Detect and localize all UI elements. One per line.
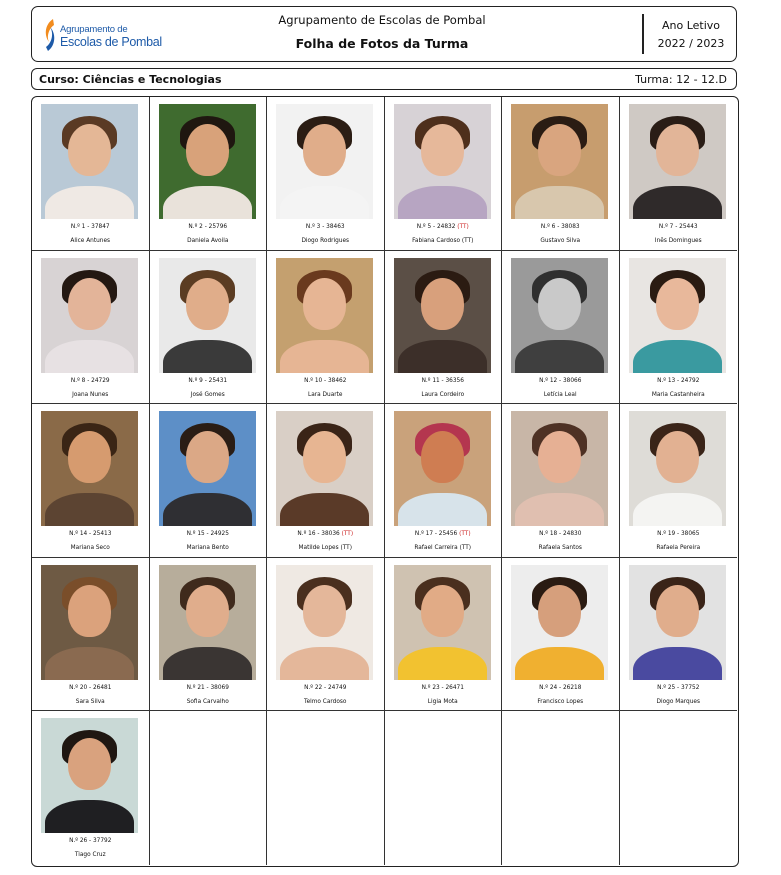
photo-face bbox=[68, 585, 111, 637]
photo-face bbox=[421, 431, 464, 483]
empty-cell bbox=[502, 711, 620, 865]
photo-shoulders bbox=[280, 493, 369, 526]
student-photo bbox=[41, 565, 138, 680]
student-name: Matilde Lopes (TT) bbox=[298, 545, 352, 552]
student-number-text: N.º 6 - 38083 bbox=[540, 224, 580, 230]
photo-face bbox=[656, 585, 699, 637]
student-number-text: N.º 20 - 26481 bbox=[69, 684, 112, 691]
photo-face bbox=[68, 738, 111, 790]
student-photo bbox=[276, 565, 373, 680]
student-photo bbox=[394, 258, 491, 373]
photo-shoulders bbox=[515, 340, 604, 373]
photo-face bbox=[656, 278, 699, 330]
student-photo bbox=[159, 104, 256, 219]
student-card bbox=[267, 97, 385, 251]
logo-line-1: Agrupamento de bbox=[60, 24, 128, 35]
student-number bbox=[32, 685, 149, 692]
student-number-text: N.º 5 - 24832 bbox=[416, 224, 456, 230]
tt-marker: (TT) bbox=[459, 531, 471, 538]
student-name: Rafael Carreira (TT) bbox=[414, 545, 472, 552]
student-name: Telmo Cardoso bbox=[304, 698, 347, 705]
student-card bbox=[385, 558, 503, 712]
class-label: Turma: 12 - 12.D bbox=[635, 73, 727, 86]
student-number-text: N.º 16 - 38036 bbox=[297, 531, 340, 538]
header-divider bbox=[642, 14, 644, 54]
header bbox=[31, 6, 737, 62]
photo-face bbox=[421, 278, 464, 330]
student-number-text: N.º 21 - 38069 bbox=[186, 684, 229, 691]
student-photo bbox=[41, 258, 138, 373]
photo-shoulders bbox=[633, 340, 722, 373]
student-number bbox=[385, 685, 502, 692]
photo-shoulders bbox=[515, 186, 604, 219]
student-name: Tiago Cruz bbox=[74, 852, 106, 859]
student-number-text: N.º 24 - 26218 bbox=[539, 684, 582, 691]
student-card bbox=[620, 97, 738, 251]
student-number-text: N.º 14 - 25413 bbox=[69, 531, 112, 538]
student-photo bbox=[394, 411, 491, 526]
photo-face bbox=[68, 278, 111, 330]
school-year-label: Ano Letivo bbox=[661, 19, 721, 32]
school-logo bbox=[42, 15, 162, 55]
student-number-text: N.º 2 - 25796 bbox=[188, 224, 228, 230]
student-number-text: N.º 9 - 25431 bbox=[188, 377, 228, 384]
student-number bbox=[32, 224, 149, 231]
student-number bbox=[620, 224, 738, 231]
photo-shoulders bbox=[163, 647, 252, 680]
photo-face bbox=[303, 124, 346, 176]
student-photo bbox=[159, 565, 256, 680]
student-name: Gustavo Silva bbox=[540, 238, 581, 244]
student-number-text: N.º 3 - 38463 bbox=[305, 224, 345, 230]
photo-shoulders bbox=[398, 340, 487, 373]
student-number bbox=[267, 224, 384, 231]
student-card bbox=[32, 558, 150, 712]
photo-shoulders bbox=[280, 186, 369, 219]
student-card bbox=[502, 558, 620, 712]
empty-cell bbox=[385, 711, 503, 865]
student-card bbox=[620, 251, 738, 405]
photo-face bbox=[421, 124, 464, 176]
student-name: Fabiana Cardoso (TT) bbox=[412, 238, 474, 244]
student-name: Sofia Carvalho bbox=[186, 698, 229, 705]
student-card bbox=[502, 97, 620, 251]
student-number-text: N.º 19 - 38065 bbox=[657, 531, 700, 538]
student-photo bbox=[41, 104, 138, 219]
student-photo bbox=[629, 565, 726, 680]
student-number-text: N.º 26 - 37792 bbox=[69, 838, 112, 845]
photo-shoulders bbox=[633, 647, 722, 680]
student-number bbox=[267, 685, 384, 692]
photo-face bbox=[303, 278, 346, 330]
student-number-text: N.º 11 - 36356 bbox=[421, 377, 464, 384]
student-name: Sara Silva bbox=[75, 698, 105, 705]
student-card bbox=[267, 558, 385, 712]
student-card bbox=[385, 404, 503, 558]
photo-face bbox=[186, 585, 229, 637]
student-name: Diogo Rodrigues bbox=[301, 238, 350, 244]
photo-shoulders bbox=[280, 647, 369, 680]
student-card bbox=[267, 404, 385, 558]
student-number bbox=[502, 378, 619, 385]
student-number bbox=[385, 224, 502, 231]
student-number bbox=[502, 224, 619, 231]
photo-face bbox=[303, 431, 346, 483]
photo-face bbox=[186, 431, 229, 483]
empty-cell bbox=[620, 711, 738, 865]
student-card bbox=[385, 97, 503, 251]
student-card bbox=[385, 251, 503, 405]
student-number bbox=[267, 531, 384, 538]
student-name: Alice Antunes bbox=[70, 238, 111, 244]
photo-shoulders bbox=[163, 186, 252, 219]
tt-marker: (TT) bbox=[341, 531, 354, 538]
school-year-value: 2022 / 2023 bbox=[657, 37, 725, 50]
photo-shoulders bbox=[398, 647, 487, 680]
student-number bbox=[620, 378, 738, 385]
course-label: Curso: Ciências e Tecnologias bbox=[39, 73, 222, 86]
student-photo bbox=[41, 411, 138, 526]
photo-shoulders bbox=[515, 493, 604, 526]
student-number bbox=[32, 838, 149, 845]
photo-grid-frame bbox=[31, 96, 739, 867]
student-name: Rafaela Santos bbox=[538, 545, 582, 552]
photo-face bbox=[538, 278, 581, 330]
empty-cell bbox=[150, 711, 268, 865]
student-number bbox=[150, 378, 267, 385]
student-number-text: N.º 13 - 24792 bbox=[657, 377, 700, 384]
photo-face bbox=[538, 124, 581, 176]
student-card bbox=[150, 97, 268, 251]
student-name: Laura Cordeiro bbox=[421, 391, 465, 398]
student-name: Ligia Mota bbox=[427, 698, 458, 705]
student-photo bbox=[276, 411, 373, 526]
student-photo bbox=[394, 104, 491, 219]
student-card bbox=[32, 404, 150, 558]
student-number bbox=[150, 685, 267, 692]
photo-shoulders bbox=[163, 493, 252, 526]
student-number bbox=[385, 531, 502, 538]
photo-shoulders bbox=[633, 493, 722, 526]
photo-shoulders bbox=[398, 186, 487, 219]
student-photo bbox=[511, 258, 608, 373]
student-number bbox=[32, 378, 149, 385]
student-number-text: N.º 7 - 25443 bbox=[658, 224, 698, 230]
student-number bbox=[620, 531, 738, 538]
student-card bbox=[32, 97, 150, 251]
empty-cell bbox=[267, 711, 385, 865]
photo-shoulders bbox=[45, 493, 134, 526]
student-photo bbox=[629, 411, 726, 526]
photo-shoulders bbox=[45, 800, 134, 833]
student-number-text: N.º 25 - 37752 bbox=[657, 684, 700, 691]
student-number bbox=[502, 685, 619, 692]
student-photo bbox=[41, 718, 138, 833]
photo-face bbox=[538, 585, 581, 637]
student-number bbox=[620, 685, 738, 692]
student-number-text: N.º 8 - 24729 bbox=[70, 377, 110, 384]
student-photo bbox=[159, 258, 256, 373]
photo-face bbox=[303, 585, 346, 637]
student-card bbox=[502, 404, 620, 558]
photo-grid bbox=[32, 97, 737, 865]
student-name: Mariana Seco bbox=[70, 545, 110, 552]
student-photo bbox=[511, 411, 608, 526]
photo-face bbox=[186, 278, 229, 330]
student-photo bbox=[276, 258, 373, 373]
photo-shoulders bbox=[515, 647, 604, 680]
student-number bbox=[502, 531, 619, 538]
photo-face bbox=[186, 124, 229, 176]
photo-shoulders bbox=[45, 647, 134, 680]
course-bar bbox=[31, 68, 737, 90]
student-photo bbox=[159, 411, 256, 526]
student-card bbox=[620, 404, 738, 558]
student-photo bbox=[629, 104, 726, 219]
student-name: Francisco Lopes bbox=[537, 698, 584, 705]
student-name: Rafaela Pereira bbox=[656, 545, 701, 552]
student-card bbox=[502, 251, 620, 405]
student-name: Daniela Avoila bbox=[187, 238, 229, 244]
student-photo bbox=[511, 565, 608, 680]
logo-line-2: Escolas de Pombal bbox=[60, 35, 162, 49]
student-number-text: N.º 22 - 24749 bbox=[304, 684, 347, 691]
student-photo bbox=[394, 565, 491, 680]
student-name: Maria Castanheira bbox=[651, 391, 705, 398]
student-card bbox=[150, 404, 268, 558]
student-name: José Gomes bbox=[190, 391, 225, 398]
student-number-text: N.º 12 - 38066 bbox=[539, 377, 582, 384]
tt-marker: (TT) bbox=[457, 224, 469, 230]
student-card bbox=[267, 251, 385, 405]
student-name: Diogo Marques bbox=[656, 698, 700, 705]
school-name: Agrupamento de Escolas de Pombal bbox=[278, 13, 486, 27]
student-name: Inês Domingues bbox=[654, 238, 702, 244]
student-card bbox=[32, 711, 150, 865]
student-number-text: N.º 1 - 37847 bbox=[70, 224, 110, 230]
photo-face bbox=[421, 585, 464, 637]
student-number bbox=[385, 378, 502, 385]
photo-shoulders bbox=[163, 340, 252, 373]
photo-shoulders bbox=[633, 186, 722, 219]
student-number bbox=[150, 531, 267, 538]
student-name: Lara Duarte bbox=[308, 391, 343, 398]
student-name: Mariana Bento bbox=[186, 545, 229, 552]
student-card bbox=[32, 251, 150, 405]
photo-shoulders bbox=[45, 186, 134, 219]
photo-shoulders bbox=[280, 340, 369, 373]
student-photo bbox=[629, 258, 726, 373]
student-number-text: N.º 10 - 38462 bbox=[304, 377, 347, 384]
student-name: Letícia Leal bbox=[543, 391, 577, 398]
student-number-text: N.º 15 - 24925 bbox=[186, 531, 229, 538]
photo-shoulders bbox=[45, 340, 134, 373]
student-number-text: N.º 18 - 24830 bbox=[539, 531, 582, 538]
photo-shoulders bbox=[398, 493, 487, 526]
student-card bbox=[150, 558, 268, 712]
student-number-text: N.º 23 - 26471 bbox=[421, 684, 464, 691]
student-number bbox=[32, 531, 149, 538]
logo-swirl-icon bbox=[42, 17, 58, 53]
student-name: Joana Nunes bbox=[72, 391, 109, 398]
photo-face bbox=[538, 431, 581, 483]
document-title: Folha de Fotos da Turma bbox=[295, 36, 469, 51]
photo-face bbox=[656, 124, 699, 176]
student-number bbox=[267, 378, 384, 385]
student-number bbox=[150, 224, 267, 231]
student-photo bbox=[276, 104, 373, 219]
student-card bbox=[150, 251, 268, 405]
student-card bbox=[620, 558, 738, 712]
photo-face bbox=[68, 124, 111, 176]
student-number-text: N.º 17 - 25456 bbox=[414, 531, 458, 538]
photo-face bbox=[68, 431, 111, 483]
student-photo bbox=[511, 104, 608, 219]
photo-face bbox=[656, 431, 699, 483]
